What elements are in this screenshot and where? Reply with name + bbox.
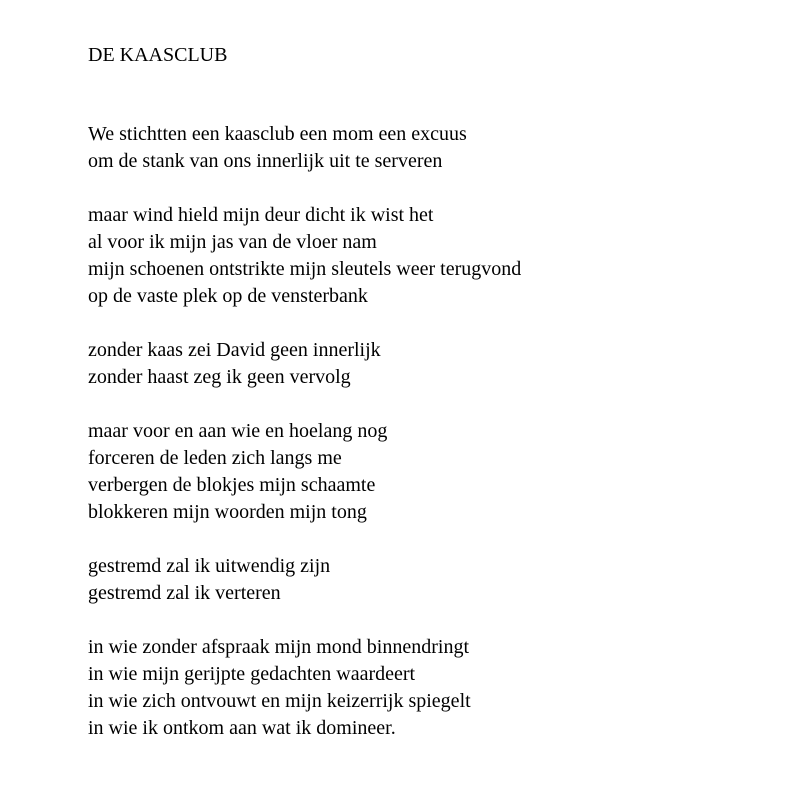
poem-line: zonder haast zeg ik geen vervolg	[88, 366, 351, 388]
stanza-6	[88, 634, 788, 742]
poem-line: in wie zich ontvouwt en mijn keizerrijk spiegelt	[88, 690, 471, 712]
poem-line: op de vaste plek op de vensterbank	[88, 285, 368, 307]
poem-line: gestremd zal ik verteren	[88, 582, 281, 604]
poem-line: zonder kaas zei David geen innerlijk	[88, 339, 381, 361]
poem-line: We stichtten een kaasclub een mom een excuus	[88, 123, 467, 145]
poem-line: gestremd zal ik uitwendig zijn	[88, 555, 331, 577]
stanza-2	[88, 202, 788, 310]
poem-line: blokkeren mijn woorden mijn tong	[88, 501, 367, 523]
poem-line: verbergen de blokjes mijn schaamte	[88, 474, 376, 496]
poem-line: in wie zonder afspraak mijn mond binnendringt	[88, 636, 470, 658]
poem-line: maar wind hield mijn deur dicht ik wist het	[88, 204, 434, 226]
poem-line: forceren de leden zich langs me	[88, 447, 342, 469]
stanza-1	[88, 121, 788, 175]
poem-line: maar voor en aan wie en hoelang nog	[88, 420, 388, 442]
stanza-3	[88, 337, 788, 391]
stanza-4	[88, 418, 788, 526]
poem-line: mijn schoenen ontstrikte mijn sleutels weer terugvond	[88, 258, 522, 280]
poem-line: in wie mijn gerijpte gedachten waardeert	[88, 663, 416, 685]
poem-line: al voor ik mijn jas van de vloer nam	[88, 231, 377, 253]
stanza-5	[88, 553, 788, 607]
poem-line: in wie ik ontkom aan wat ik domineer.	[88, 717, 396, 739]
poem-line: om de stank van ons innerlijk uit te serveren	[88, 150, 443, 172]
poem-body	[88, 121, 788, 769]
poem-title: DE KAASCLUB	[88, 44, 228, 66]
